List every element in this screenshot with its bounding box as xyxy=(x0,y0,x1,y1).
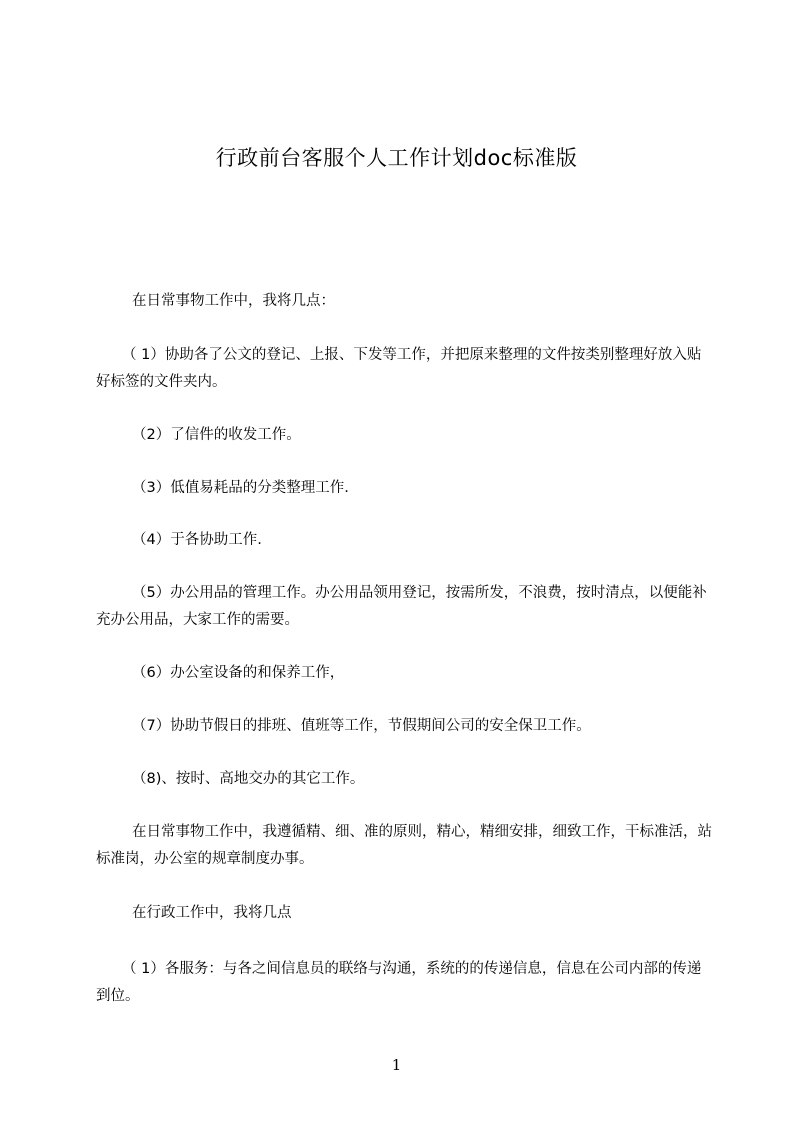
paragraph-intro-admin: 在行政工作中，我将几点 xyxy=(132,905,292,921)
paragraph-item-5: （5）办公用品的管理工作。办公用品领用登记，按需所发，不浪费，按时清点，以便能补充办公用品，大家工作的需要。 xyxy=(96,585,707,628)
paragraph-intro-daily: 在日常事物工作中，我将几点： xyxy=(132,293,335,309)
paragraph-admin-item-1: （ 1）各服务：与各之间信息员的联络与沟通，系统的的传递信息，信息在公司内部的传递到位。 xyxy=(96,961,702,1004)
paragraph-item-2: （2）了信件的收发工作。 xyxy=(132,427,301,443)
paragraph-item-3: （3）低值易耗品的分类整理工作. xyxy=(132,480,349,496)
page-number: 1 xyxy=(391,1056,402,1074)
paragraph-item-4: （4）于各协助工作. xyxy=(132,532,262,548)
paragraph-principle: 在日常事物工作中，我遵循精、细、准的原则，精心，精细安排，细致工作，干标准活，站标准岗，办公室的规章制度办事。 xyxy=(96,824,712,867)
paragraph-item-1: （ 1）协助各了公文的登记、上报、下发等工作，并把原来整理的文件按类别整理好放入贴好标签的文件夹内。 xyxy=(96,347,702,390)
paragraph-item-6: （6）办公室设备的和保养工作， xyxy=(132,665,345,681)
document-title: 行政前台客服个人工作计划doc标准版 xyxy=(215,146,578,170)
paragraph-item-8: （8)、按时、高地交办的其它工作。 xyxy=(132,771,365,787)
paragraph-item-7: （7）协助节假日的排班、值班等工作，节假期间公司的安全保卫工作。 xyxy=(132,718,591,734)
